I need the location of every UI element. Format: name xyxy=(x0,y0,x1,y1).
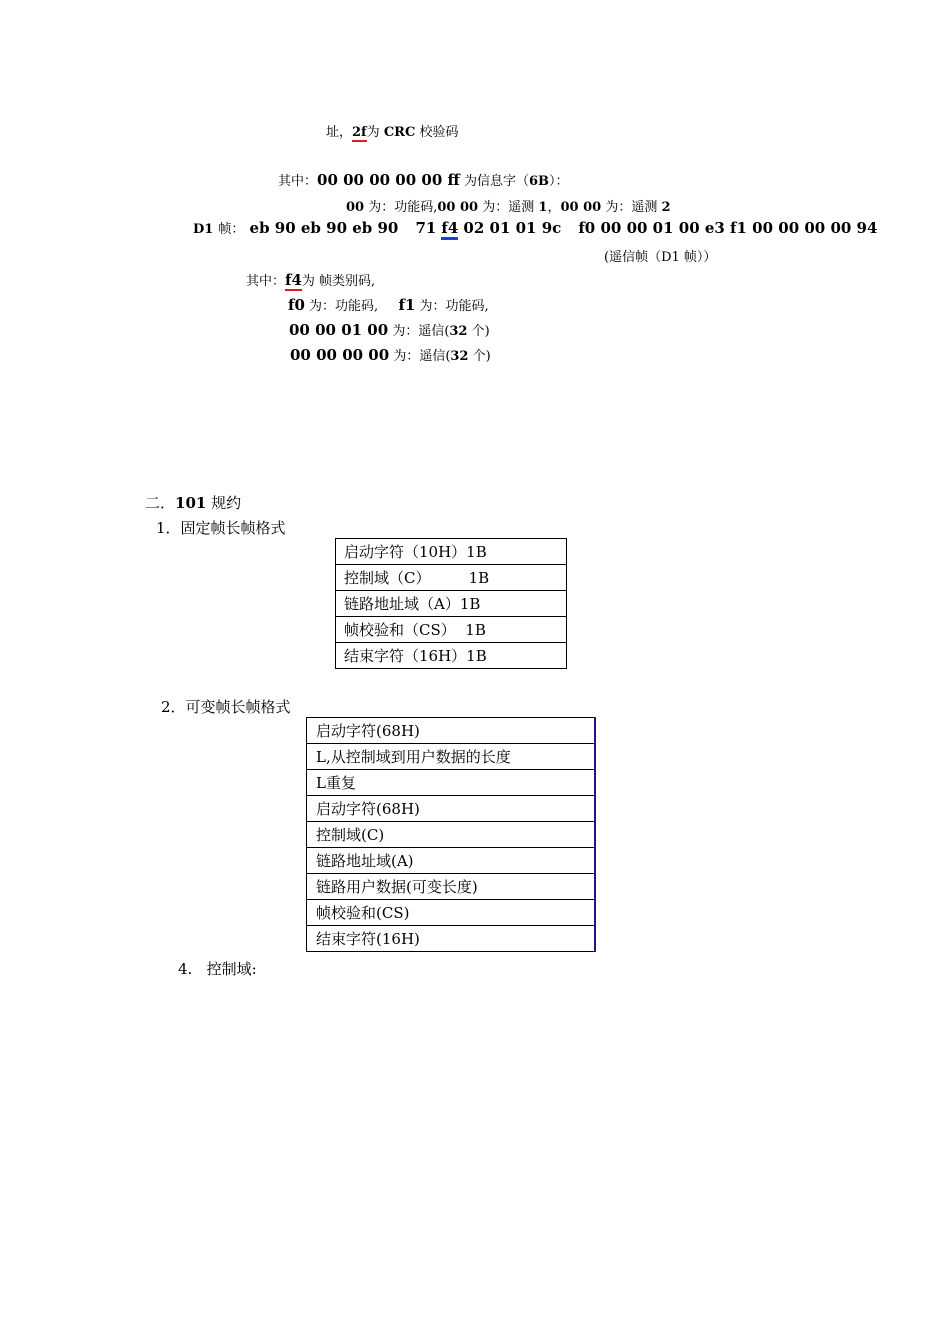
text: 为：功能码, xyxy=(368,200,438,215)
number: 1 xyxy=(538,200,548,215)
f0-f1-line xyxy=(288,295,489,314)
number: 32 xyxy=(450,349,469,364)
table-row xyxy=(307,718,596,744)
hex: f1 xyxy=(398,296,416,314)
frame-type-byte: f4 xyxy=(441,219,458,240)
text: 二． xyxy=(145,494,176,512)
text: 为：遥信( xyxy=(392,324,450,339)
text: 为：功能码, xyxy=(309,299,379,314)
text: 个) xyxy=(472,349,491,364)
info-word-line xyxy=(278,170,569,189)
subheading-control-field: 4. 控制域: xyxy=(178,960,257,978)
table-row xyxy=(307,900,596,926)
table-row xyxy=(307,796,596,822)
info-size: 6B xyxy=(528,174,550,189)
crc-label: CRC xyxy=(383,125,416,140)
variable-frame-table xyxy=(306,717,596,952)
table-row xyxy=(336,565,567,591)
table-cell: 结束字符(16H) xyxy=(307,926,596,952)
yx-line-1 xyxy=(289,320,490,339)
text: ， xyxy=(547,200,561,215)
subheading-fixed: 1．固定帧长帧格式 xyxy=(156,519,286,537)
hex: f0 00 00 01 00 e3 f1 00 00 00 00 94 xyxy=(578,219,878,237)
text: 帧： xyxy=(218,222,245,237)
text: 为：遥信( xyxy=(393,349,451,364)
function-telemetry-line xyxy=(346,196,671,215)
number: 32 xyxy=(449,324,468,339)
table-cell: 启动字符（10H）1B xyxy=(336,539,567,565)
number: 101 xyxy=(175,494,207,512)
d1-frame-line xyxy=(193,218,877,237)
info-hex: 00 00 00 00 00 ff xyxy=(317,171,460,189)
table-row xyxy=(307,770,596,796)
table-cell: 链路用户数据(可变长度) xyxy=(307,874,596,900)
text: 规约 xyxy=(211,494,242,512)
table-row xyxy=(307,926,596,952)
table-row xyxy=(336,591,567,617)
hex: 00 xyxy=(346,200,365,215)
text: 校验码 xyxy=(419,125,459,140)
f4-explain-line xyxy=(246,270,375,289)
fixed-frame-table xyxy=(335,538,567,669)
text: 为 xyxy=(366,125,380,140)
table-row xyxy=(336,643,567,669)
table-row xyxy=(307,822,596,848)
text: 个) xyxy=(471,324,490,339)
table-row xyxy=(307,848,596,874)
crc-field-code: 2f xyxy=(352,125,367,140)
table-cell: 结束字符（16H）1B xyxy=(336,643,567,669)
table-cell: L,从控制域到用户数据的长度 xyxy=(307,744,596,770)
table-row xyxy=(307,874,596,900)
hex: 02 01 01 9c xyxy=(463,219,562,237)
table-cell: 启动字符(68H) xyxy=(307,796,596,822)
d1-note: (遥信帧（D1 帧）） xyxy=(604,250,717,265)
table-row xyxy=(307,744,596,770)
table-row xyxy=(336,539,567,565)
table-cell: 控制域（C） 1B xyxy=(336,565,567,591)
hex: 71 xyxy=(415,219,437,237)
table-cell: L重复 xyxy=(307,770,596,796)
table-cell: 帧校验和（CS） 1B xyxy=(336,617,567,643)
text: 为：遥测 xyxy=(605,200,658,215)
table-cell: 链路地址域(A) xyxy=(307,848,596,874)
table-row xyxy=(336,617,567,643)
text: 为 帧类别码, xyxy=(301,274,376,289)
number: 2 xyxy=(661,200,671,215)
sync-bytes: eb 90 eb 90 eb 90 xyxy=(249,219,399,237)
section-heading xyxy=(145,492,241,513)
table-cell: 控制域(C) xyxy=(307,822,596,848)
text: 为：遥测 xyxy=(482,200,535,215)
hex: f0 xyxy=(288,296,305,314)
text: 址， xyxy=(326,125,353,140)
subheading-variable: 2．可变帧长帧格式 xyxy=(161,698,291,716)
hex: 00 00 xyxy=(560,200,602,215)
text: 其中： xyxy=(278,174,318,189)
text: 为信息字（ xyxy=(463,174,529,189)
hex: 00 00 xyxy=(437,200,479,215)
yx-line-2 xyxy=(290,345,491,364)
table-cell: 链路地址域（A）1B xyxy=(336,591,567,617)
d1-label: D1 xyxy=(193,222,214,237)
text: 其中： xyxy=(246,274,286,289)
crc-note-line xyxy=(326,121,458,140)
frame-type-code: f4 xyxy=(285,271,302,289)
hex: 00 00 00 00 xyxy=(290,346,390,364)
table-cell: 帧校验和(CS) xyxy=(307,900,596,926)
table-cell: 启动字符(68H) xyxy=(307,718,596,744)
hex: 00 00 01 00 xyxy=(289,321,389,339)
text: 为：功能码, xyxy=(419,299,489,314)
text: ）： xyxy=(549,174,569,189)
